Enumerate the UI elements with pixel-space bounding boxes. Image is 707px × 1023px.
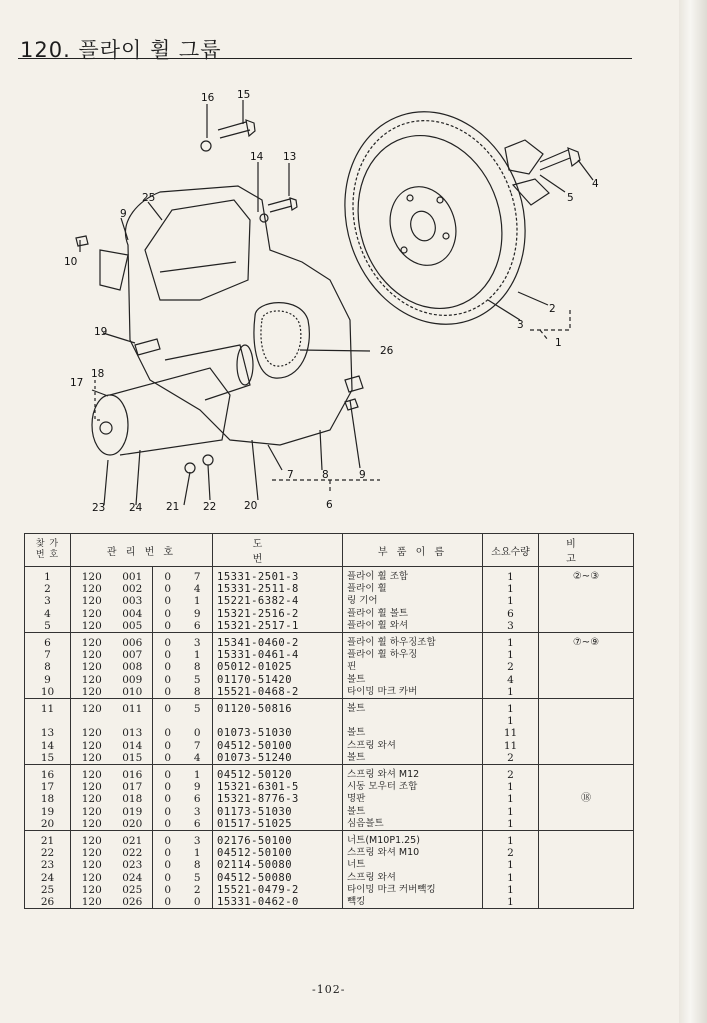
part-name: 플라이 휠 조합: [343, 567, 483, 584]
mgmt-check-b: 0: [183, 896, 213, 909]
drawing-number: 15321-8776-3: [213, 793, 343, 805]
flywheel-housing-drawing: [100, 186, 352, 445]
table-row: [25, 831, 634, 848]
mgmt-group: 120: [71, 674, 113, 686]
mgmt-check-b: 8: [183, 859, 213, 871]
ref-number: 10: [25, 686, 71, 699]
mgmt-check-b: 3: [183, 831, 213, 848]
callout-2: 2: [549, 303, 556, 315]
drawing-number: 15521-0479-2: [213, 884, 343, 896]
mgmt-check-a: 0: [153, 896, 183, 909]
drawing-number: 01073-51030: [213, 727, 343, 739]
mgmt-number: 009: [113, 674, 153, 686]
mgmt-check-a: 0: [153, 674, 183, 686]
mgmt-check-b: 6: [183, 818, 213, 831]
ref-number: 4: [25, 608, 71, 620]
parts-table: [24, 533, 634, 909]
part-name: 링 기어: [343, 595, 483, 607]
header-mgmt: 관 리 번 호: [71, 534, 213, 567]
callout-7: 7: [287, 469, 294, 481]
mgmt-check-b: 2: [183, 884, 213, 896]
page-number: -102-: [312, 983, 346, 996]
flywheel-drawing: [318, 88, 552, 348]
mgmt-check-a: 0: [153, 583, 183, 595]
ref-number: 3: [25, 595, 71, 607]
ref-number: 24: [25, 872, 71, 884]
drawing-number: 15321-2516-2: [213, 608, 343, 620]
drawing-number: 15321-6301-5: [213, 781, 343, 793]
mgmt-check-a: 0: [153, 608, 183, 620]
remark-note: ⑦~⑨: [539, 633, 634, 699]
part-name: 심음볼트: [343, 818, 483, 831]
part-name: 볼트: [343, 806, 483, 818]
drawing-number: 01173-51030: [213, 806, 343, 818]
part-name: 너트: [343, 859, 483, 871]
mgmt-check-a: 0: [153, 765, 183, 782]
mgmt-check-a: 0: [153, 884, 183, 896]
ref-number: 18: [25, 793, 71, 805]
mgmt-check-a: 0: [153, 740, 183, 752]
mgmt-number: 007: [113, 649, 153, 661]
part-name: 볼트: [343, 727, 483, 739]
mgmt-number: 011: [113, 699, 153, 716]
part-name: 플라이 휠 볼트: [343, 608, 483, 620]
mgmt-group: [71, 715, 113, 727]
ref-number: 6: [25, 633, 71, 650]
quantity: 2: [483, 765, 539, 782]
mgmt-check-b: 4: [183, 752, 213, 765]
mgmt-group: 120: [71, 847, 113, 859]
mgmt-group: 120: [71, 727, 113, 739]
part-name: 너트(M10P1.25): [343, 831, 483, 848]
mgmt-group: 120: [71, 831, 113, 848]
mgmt-group: 120: [71, 686, 113, 699]
drawing-number: 15221-6382-4: [213, 595, 343, 607]
callout-25: 25: [142, 192, 156, 204]
mgmt-check-a: 0: [153, 793, 183, 805]
remark-note: [539, 699, 634, 765]
mgmt-number: 026: [113, 896, 153, 909]
mgmt-group: 120: [71, 633, 113, 650]
drawing-number: 15341-0460-2: [213, 633, 343, 650]
part-name: 볼트: [343, 699, 483, 716]
table-header-row: [25, 534, 634, 567]
mgmt-check-b: 8: [183, 661, 213, 673]
table-row: [25, 699, 634, 716]
mgmt-number: 016: [113, 765, 153, 782]
ref-number: 9: [25, 674, 71, 686]
ref-number: 14: [25, 740, 71, 752]
callout-22: 22: [203, 501, 217, 513]
part-name: 볼트: [343, 674, 483, 686]
callout-14: 14: [250, 151, 264, 163]
mgmt-number: 020: [113, 818, 153, 831]
page-edge: [679, 0, 707, 1023]
mgmt-number: 002: [113, 583, 153, 595]
quantity: 1: [483, 859, 539, 871]
mgmt-check-a: 0: [153, 620, 183, 633]
drawing-number: 01073-51240: [213, 752, 343, 765]
mgmt-number: 010: [113, 686, 153, 699]
ref-number: 5: [25, 620, 71, 633]
quantity: 11: [483, 727, 539, 739]
exploded-parts-diagram: [0, 60, 660, 520]
quantity: 1: [483, 831, 539, 848]
part-name: 스프링 와셔: [343, 740, 483, 752]
drawing-number: 15321-2517-1: [213, 620, 343, 633]
mgmt-check-b: 1: [183, 847, 213, 859]
quantity: 1: [483, 583, 539, 595]
ref-number: 13: [25, 727, 71, 739]
callout-5: 5: [567, 192, 574, 204]
mgmt-number: 014: [113, 740, 153, 752]
header-ref: 찾 가 번 호: [25, 534, 71, 567]
remark-note: [539, 831, 634, 909]
callout-9: 9: [359, 469, 366, 481]
mgmt-group: 120: [71, 818, 113, 831]
mgmt-check-a: 0: [153, 686, 183, 699]
mgmt-check-a: 0: [153, 781, 183, 793]
quantity: 1: [483, 567, 539, 584]
quantity: 1: [483, 896, 539, 909]
ref-number: 17: [25, 781, 71, 793]
callout-17: 17: [70, 377, 84, 389]
mgmt-check-a: 0: [153, 567, 183, 584]
mgmt-number: 024: [113, 872, 153, 884]
mgmt-check-b: 1: [183, 649, 213, 661]
callout-13: 13: [283, 151, 297, 163]
mgmt-group: 120: [71, 793, 113, 805]
mgmt-number: [113, 715, 153, 727]
ref-number: 7: [25, 649, 71, 661]
mgmt-number: 022: [113, 847, 153, 859]
callout-4: 4: [592, 178, 599, 190]
ref-number: 23: [25, 859, 71, 871]
quantity: 1: [483, 595, 539, 607]
mgmt-number: 019: [113, 806, 153, 818]
mgmt-check-b: 7: [183, 567, 213, 584]
mgmt-number: 023: [113, 859, 153, 871]
header-remark: 비 고: [539, 534, 634, 567]
quantity: 3: [483, 620, 539, 633]
diagram-callouts: [64, 89, 599, 514]
drawing-number: 04512-50120: [213, 765, 343, 782]
quantity: 1: [483, 649, 539, 661]
mgmt-check-a: 0: [153, 595, 183, 607]
callout-3: 3: [517, 319, 524, 331]
part-name: 스프링 와셔: [343, 872, 483, 884]
table-row: [25, 633, 634, 650]
part-name: 플라이 휠: [343, 583, 483, 595]
quantity: 11: [483, 740, 539, 752]
drawing-number: 04512-50100: [213, 740, 343, 752]
quantity: 1: [483, 884, 539, 896]
part-name: 타이밍 마크 카버: [343, 686, 483, 699]
quantity: 4: [483, 674, 539, 686]
part-name: 명판: [343, 793, 483, 805]
quantity: 1: [483, 872, 539, 884]
part-name: 볼트: [343, 752, 483, 765]
drawing-number: 05012-01025: [213, 661, 343, 673]
drawing-number: 15331-2511-8: [213, 583, 343, 595]
mgmt-check-a: 0: [153, 752, 183, 765]
mgmt-group: 120: [71, 896, 113, 909]
part-name: 시동 모우터 조합: [343, 781, 483, 793]
mgmt-check-b: 0: [183, 727, 213, 739]
part-name: 플라이 휠 하우징: [343, 649, 483, 661]
callout-8: 8: [322, 469, 329, 481]
mgmt-group: 120: [71, 661, 113, 673]
mgmt-group: 120: [71, 595, 113, 607]
callout-15: 15: [237, 89, 251, 101]
mgmt-number: 003: [113, 595, 153, 607]
callout-6: 6: [326, 499, 333, 511]
mgmt-group: 120: [71, 649, 113, 661]
callout-23: 23: [92, 502, 106, 514]
mgmt-check-a: 0: [153, 649, 183, 661]
remark-note: ⑱: [539, 765, 634, 831]
header-qty: 소요수량: [483, 534, 539, 567]
mgmt-check-b: 1: [183, 595, 213, 607]
mgmt-group: 120: [71, 752, 113, 765]
drawing-number: 01120-50816: [213, 699, 343, 716]
mgmt-check-a: 0: [153, 661, 183, 673]
callout-26: 26: [380, 345, 394, 357]
mgmt-check-b: 5: [183, 872, 213, 884]
drawing-number: 02114-50080: [213, 859, 343, 871]
mgmt-check-a: [153, 715, 183, 727]
mgmt-check-a: 0: [153, 806, 183, 818]
drawing-number: [213, 715, 343, 727]
mgmt-check-b: 9: [183, 608, 213, 620]
mgmt-check-b: 4: [183, 583, 213, 595]
mgmt-number: 021: [113, 831, 153, 848]
mgmt-number: 018: [113, 793, 153, 805]
ref-number: 22: [25, 847, 71, 859]
mgmt-number: 025: [113, 884, 153, 896]
mgmt-check-a: 0: [153, 872, 183, 884]
header-drawing: 도 번: [213, 534, 343, 567]
part-name: 플라이 휠 와셔: [343, 620, 483, 633]
mgmt-group: 120: [71, 608, 113, 620]
ref-number: [25, 715, 71, 727]
callout-10: 9: [120, 208, 127, 220]
callout-24: 24: [129, 502, 143, 514]
ref-number: 2: [25, 583, 71, 595]
mgmt-check-a: 0: [153, 831, 183, 848]
remark-note: ②~③: [539, 567, 634, 633]
mgmt-check-b: 3: [183, 806, 213, 818]
mgmt-number: 013: [113, 727, 153, 739]
ref-number: 16: [25, 765, 71, 782]
table-row: [25, 567, 634, 584]
quantity: 6: [483, 608, 539, 620]
mgmt-number: 017: [113, 781, 153, 793]
mgmt-group: 120: [71, 884, 113, 896]
mgmt-check-b: 5: [183, 699, 213, 716]
drawing-number: 02176-50100: [213, 831, 343, 848]
mgmt-group: 120: [71, 620, 113, 633]
mgmt-group: 120: [71, 765, 113, 782]
ref-number: 11: [25, 699, 71, 716]
quantity: 2: [483, 752, 539, 765]
drawing-number: 15521-0468-2: [213, 686, 343, 699]
mgmt-number: 006: [113, 633, 153, 650]
callout-1: 1: [555, 337, 562, 349]
quantity: 1: [483, 818, 539, 831]
mgmt-group: 120: [71, 806, 113, 818]
mgmt-check-b: 3: [183, 633, 213, 650]
callout-18: 18: [91, 368, 105, 380]
ref-number: 15: [25, 752, 71, 765]
page-title: 120. 플라이 휠 그룹: [20, 38, 222, 62]
mgmt-group: 120: [71, 781, 113, 793]
mgmt-group: 120: [71, 699, 113, 716]
mgmt-number: 004: [113, 608, 153, 620]
quantity: 2: [483, 661, 539, 673]
mgmt-group: 120: [71, 567, 113, 584]
drawing-number: 15331-0461-4: [213, 649, 343, 661]
callout-20: 20: [244, 500, 258, 512]
callout-19: 19: [94, 326, 108, 338]
mgmt-check-a: 0: [153, 633, 183, 650]
quantity: 1: [483, 806, 539, 818]
quantity: 1: [483, 686, 539, 699]
callout-11: 10: [64, 256, 78, 268]
callout-16: 16: [201, 92, 215, 104]
mgmt-check-a: 0: [153, 727, 183, 739]
mgmt-number: 015: [113, 752, 153, 765]
drawing-number: 04512-50100: [213, 847, 343, 859]
part-name: 스프링 와셔 M10: [343, 847, 483, 859]
quantity: 1: [483, 781, 539, 793]
mgmt-check-a: 0: [153, 818, 183, 831]
mgmt-check-a: 0: [153, 699, 183, 716]
mgmt-check-b: 9: [183, 781, 213, 793]
mgmt-group: 120: [71, 872, 113, 884]
mgmt-number: 005: [113, 620, 153, 633]
quantity: 1: [483, 793, 539, 805]
header-name: 부 품 이 름: [343, 534, 483, 567]
mgmt-check-b: [183, 715, 213, 727]
mgmt-check-b: 6: [183, 793, 213, 805]
drawing-number: 04512-50080: [213, 872, 343, 884]
mgmt-check-b: 1: [183, 765, 213, 782]
part-name: 핀: [343, 661, 483, 673]
ref-number: 1: [25, 567, 71, 584]
quantity: 1: [483, 715, 539, 727]
drawing-number: 15331-0462-0: [213, 896, 343, 909]
mgmt-check-b: 5: [183, 674, 213, 686]
mgmt-group: 120: [71, 859, 113, 871]
ref-number: 25: [25, 884, 71, 896]
drawing-number: 15331-2501-3: [213, 567, 343, 584]
ref-number: 20: [25, 818, 71, 831]
mgmt-check-a: 0: [153, 859, 183, 871]
ref-number: 19: [25, 806, 71, 818]
mgmt-check-b: 8: [183, 686, 213, 699]
ref-number: 26: [25, 896, 71, 909]
part-name: 플라이 휠 하우징조합: [343, 633, 483, 650]
quantity: 1: [483, 633, 539, 650]
callout-21: 21: [166, 501, 180, 513]
quantity: 2: [483, 847, 539, 859]
mgmt-group: 120: [71, 583, 113, 595]
part-name: 스프링 와셔 M12: [343, 765, 483, 782]
mgmt-group: 120: [71, 740, 113, 752]
mgmt-number: 001: [113, 567, 153, 584]
mgmt-number: 008: [113, 661, 153, 673]
mgmt-check-a: 0: [153, 847, 183, 859]
part-name: 타이밍 마크 커버빽킹: [343, 884, 483, 896]
part-name: [343, 715, 483, 727]
drawing-number: 01170-51420: [213, 674, 343, 686]
table-row: [25, 765, 634, 782]
part-name: 빽킹: [343, 896, 483, 909]
ref-number: 8: [25, 661, 71, 673]
mgmt-check-b: 6: [183, 620, 213, 633]
quantity: 1: [483, 699, 539, 716]
mgmt-check-b: 7: [183, 740, 213, 752]
ref-number: 21: [25, 831, 71, 848]
title-rule: [18, 58, 632, 59]
drawing-number: 01517-51025: [213, 818, 343, 831]
